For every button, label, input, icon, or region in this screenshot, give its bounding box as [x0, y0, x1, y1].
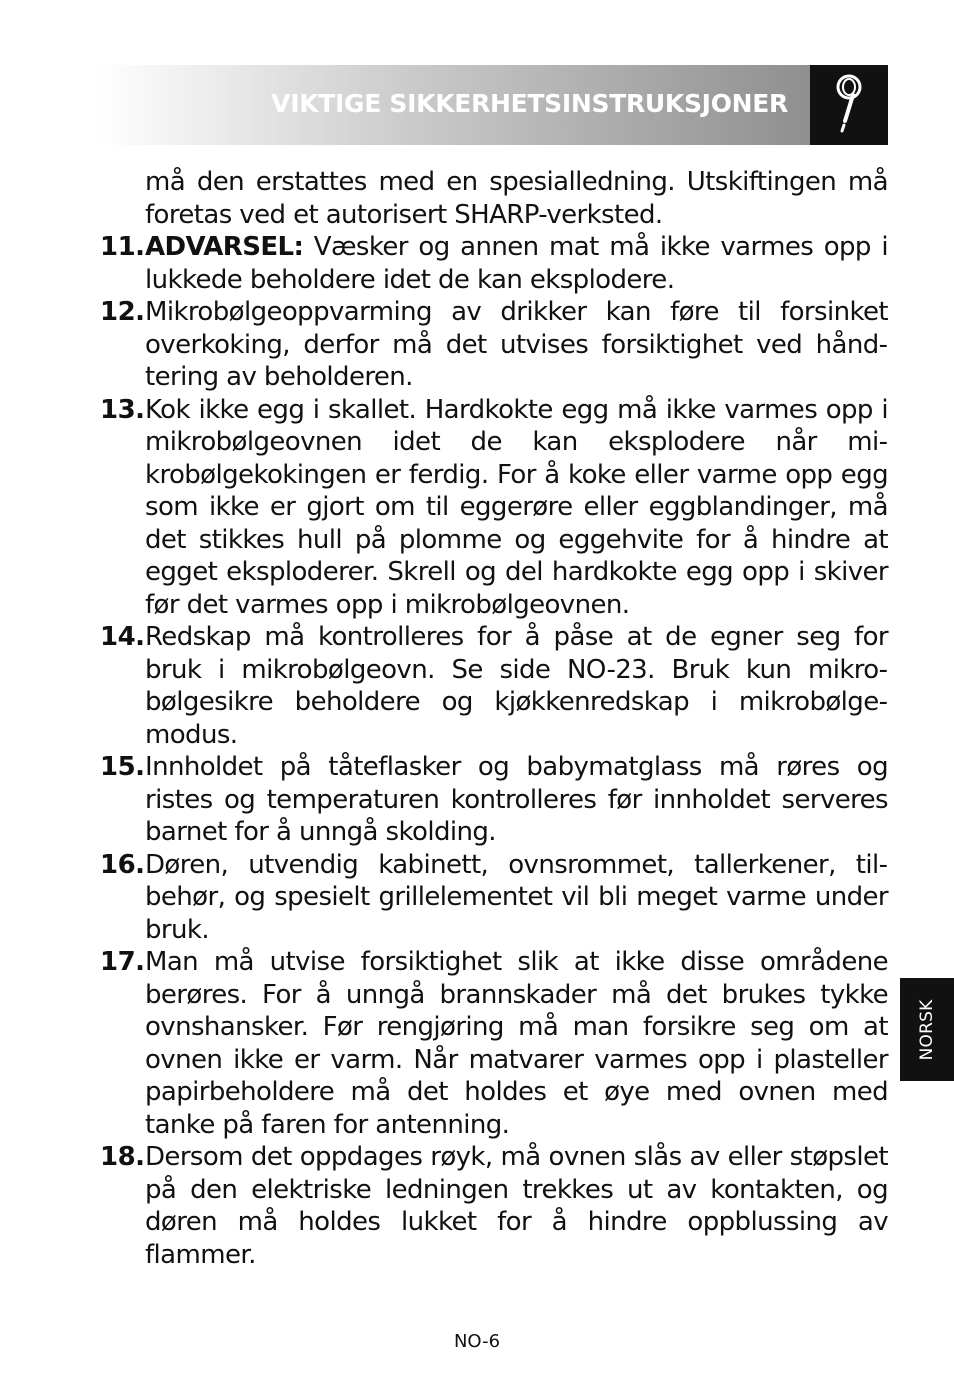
- list-item: [100, 751, 888, 849]
- continuation-text: må den erstattes med en spesialledning. Utskiftingen må foretas ved et autorisert SHARP-verksted.: [145, 167, 888, 230]
- item-number: 16.: [100, 849, 145, 880]
- header-bar: [98, 65, 810, 145]
- instructions-list: [100, 166, 888, 1271]
- list-item: [100, 849, 888, 947]
- item-text: Redskap må kontrolleres for å påse at de egner seg for bruk i mikrobølgeovn. Se side NO-23. Bruk kun mikrobølgesikre beholdere og kjøkkenredskap i mikrobølgemodus.: [145, 622, 888, 750]
- list-item: [100, 946, 888, 1141]
- item-number: 14.: [100, 622, 145, 652]
- item-text: Innholdet på tåteflasker og babymatglass må røres og ristes og temperaturen kontrolleres før innholdet serveres barnet for å unngå skolding.: [145, 752, 888, 847]
- list-item: [100, 231, 888, 296]
- list-item: [100, 394, 888, 622]
- item-text: Væsker og annen mat må ikke varmes opp i lukkede beholdere idet de kan eksplodere.: [145, 232, 888, 295]
- item-text: Dersom det oppdages røyk, må ovnen slås av eller støpslet på den elektriske ledningen trekkes ut av kontakten, og døren må holdes lukket for å hindre oppblussing av flammer.: [145, 1142, 888, 1270]
- item-number: 15.: [100, 752, 145, 782]
- item-text: Mikrobølgeoppvarming av drikker kan føre til forsinket overkoking, derfor må det utvises forsiktighet ved håndtering av beholderen.: [145, 297, 888, 392]
- page-number: NO-6: [453, 1331, 501, 1352]
- item-number: 12.: [100, 297, 145, 327]
- item-number: 17.: [100, 947, 145, 977]
- item-number: 13.: [100, 394, 145, 425]
- page-title: VIKTIGE SIKKERHETSINSTRUKSJONER: [271, 89, 788, 118]
- item-text: Man må utvise forsiktighet slik at ikke disse områdene berøres. For å unngå brannskader må det brukes tykke ovnshansker. Før rengjøring må man forsikre seg om at ovnen ikke er varm. Når matvarer varmes opp i plasteller papirbeholdere må det holdes et øye med ovnen med tanke på faren for antenning.: [145, 947, 888, 1140]
- header-icon-box: [810, 65, 888, 145]
- list-item: [100, 621, 888, 751]
- item-text: Døren, utvendig kabinett, ovnsrommet, tallerkener, tilbehør, og spesielt grillelementet vil bli meget varme under bruk.: [145, 849, 888, 945]
- list-item: [100, 1141, 888, 1271]
- item-number: 18.: [100, 1142, 145, 1172]
- language-tab: [900, 978, 954, 1081]
- continuation-paragraph: [100, 166, 888, 231]
- item-text: Kok ikke egg i skallet. Hardkokte egg må ikke varmes opp i mikrobølgeovnen idet de kan eksplodere når mikrobølgekokingen er ferdig. For å koke eller varme opp egg som ikke er gjort om til eggerøre eller eggblandinger, må det stikkes hull på plomme og eggehvite for å hindre at egget eksploderer. Skrell og del hardkokte egg opp i skiver før det varmes opp i mikrobølgeovnen.: [145, 394, 888, 620]
- warning-label: ADVARSEL:: [145, 232, 304, 262]
- item-number: 11.: [100, 232, 145, 262]
- warning-info-icon: [832, 73, 866, 135]
- list-item: [100, 296, 888, 394]
- language-label: NORSK: [917, 999, 937, 1060]
